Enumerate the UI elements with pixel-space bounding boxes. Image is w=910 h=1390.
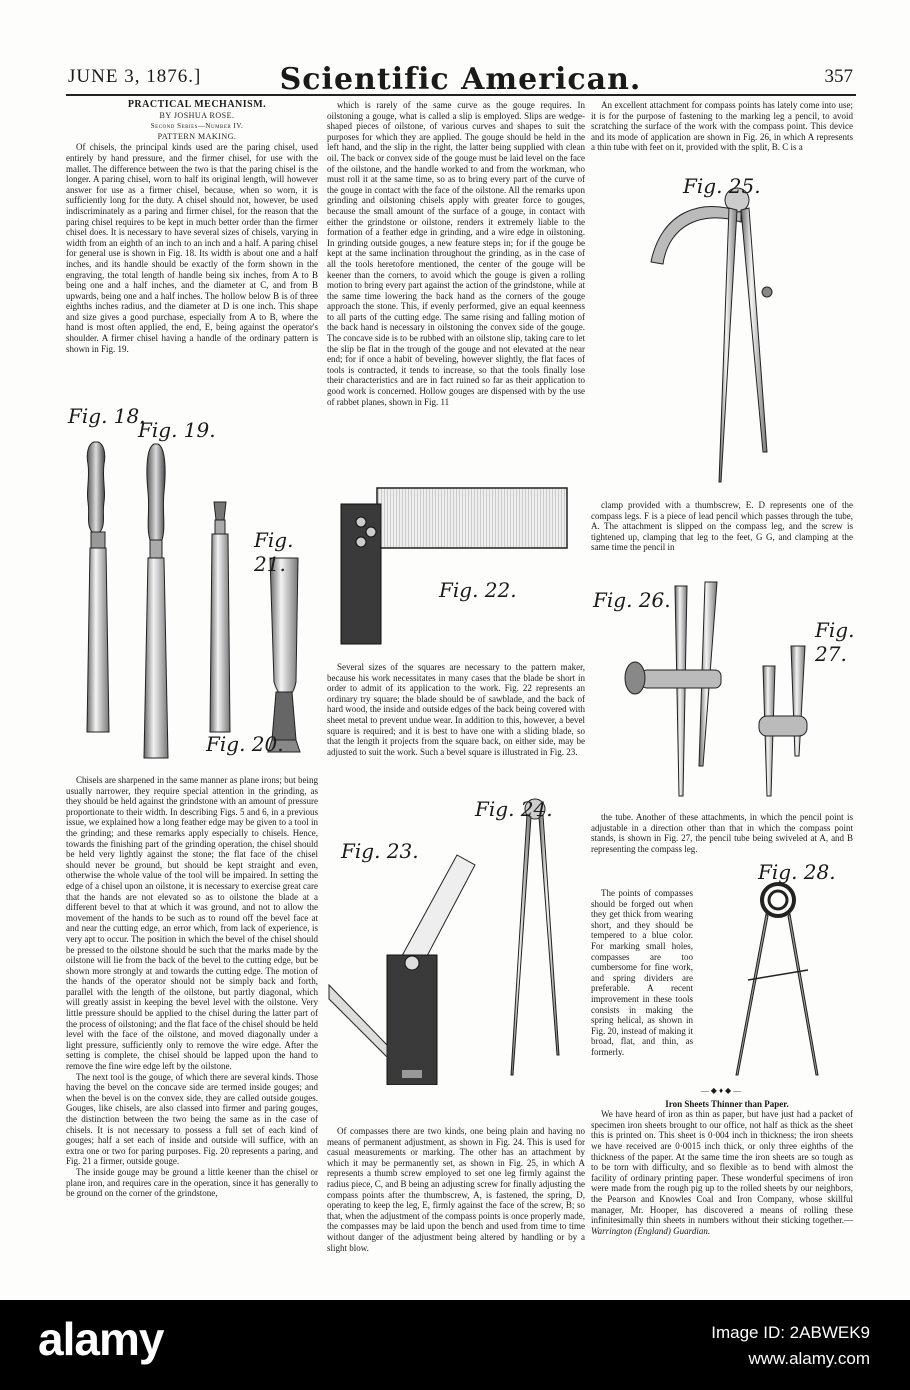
paragraph: Chisels are sharpened in the same manner as plane irons; but being usually narrower, they require special attention in the grinding, as they should be held against the grindstone with an amount of pressure proportionate to their width. In describing Figs. 5 and 6, in a previous issue, we explained how a long feather edge may be given to a tool in the grinding; and these remarks apply especially to chisels. Hence, towards the finishing part of the grinding operation, the chisel should be held very lightly against the stone; the flat face of the chisel should never be ground, but should be kept straight and even, otherwise the whole value of the tool will be impaired. In setting the edge of a chisel upon an oilstone, it is necessary to exercise great care that the hands are not elevated so as to oilstone the blade at a different bevel to that at which it was ground, and not to allow the movement of the hands to be such as to round off the bevel face at and near the cutting edge, an error which, from lack of experience, is very apt to occur. The position in which the bevel of the chisel should be pressed to the oilstone should be such that the marks made by the oilstone will lie from the back of the bevel to the cutting edge, but be shown more strongly at and towards the cutting edge. The motion of the hands of the operator should not be simply back and forth, parallel with the length of the oilstone, but partly diagonal, which will greatly assist in keeping the bevel level with the oilstone. Very little pressure should be applied to the chisel during the latter part of the process of oilstoning; and the flat face of the chisel should be held level with the face of the oilstone, and moved diagonally under a light pressure, sufficiently only to remove the wire edge. After the setting is complete, the chisel should be lapped upon the hand to remove the fine wire edge left by the oilstone.: [66, 775, 318, 1072]
paragraph: The inside gouge may be ground a little keener than the chisel or plane iron, and requires care in the operation, since it has generally to be ground on the corner of the grindstone,: [66, 1166, 318, 1199]
fig26-attachment: [625, 582, 721, 796]
second-article-title: Iron Sheets Thinner than Paper.: [665, 1098, 789, 1109]
column-1-top: [66, 100, 318, 354]
paragraph: clamp provided with a thumbscrew, E. D represents one of the compass legs. F is a piece of lead pencil which passes through the tube, A. The attachment is slipped on the compass leg, and the screw is tightened up, clamping that leg to the feet, G G, and clamping at the same time the pencil in: [591, 500, 853, 553]
paragraph: Of chisels, the principal kinds used are the paring chisel, used entirely by hand pressure, and the firmer chisel, for use with the mallet. The difference between the two is that the paring chisel is the longer. A paring chisel, worn to half its original length, will however answer for use as a firmer chisel, because, when so worn, it is sufficiently long for the duty. A chisel should not, however, be used indiscriminately as a paring and firmer chisel, for the reason that the paring chisel requires to be kept in much better order than the firmer chisel does. It is necessary to have several sizes of chisels, varying in width from an eighth of an inch to an inch and a half. A paring chisel for general use is shown in Fig. 18. Its width is about one and a half inches, and its handle should be exactly of the form shown in the engraving, the total length of handle being six inches, from A to B being one and a half inches, and the diameter at C, and from B upwards, being one and a half inches. The hollow below B is of three eighths inches radius, and the diameter at D is one inch. This shape and size gives a good purchase, especially from A to B, where the hand is most often applied, the end, E, being against the operator's shoulder. A firmer chisel having a handle of the ordinary pattern is shown in Fig. 19.: [66, 142, 318, 354]
figure-28: [698, 860, 853, 1080]
fig18-label: Fig. 18.: [68, 404, 146, 428]
second-article-source: Warrington (England) Guardian.: [591, 1225, 711, 1236]
fig21-label: Fig. 21.: [254, 528, 294, 576]
figures-18-21: [66, 402, 318, 770]
fig27-label: Fig. 27.: [815, 618, 855, 666]
fig19-chisel: [144, 444, 168, 758]
try-square-illustration: [327, 468, 585, 646]
second-article: [591, 1082, 853, 1236]
image-info: [711, 1320, 870, 1372]
fig20-gouge: [210, 502, 230, 732]
paragraph: the tube. Another of these attachments, in which the pencil point is adjustable in a direction other than that in which the compass point stands, is shown in Fig. 27, the pencil tube being swiveled at A, and B representing the compass leg.: [591, 812, 853, 854]
fig24-compass: [511, 799, 559, 1075]
paragraph: Several sizes of the squares are necessary to the pattern maker, because his work necessitates in many cases that the blade be short in order to admit of its application to the work. Fig. 22 represents an ordinary try square; the blade should be of sawblade, and the back of hard wood, the inside and outside edges of the back being covered with sheet metal to prevent undue wear. In addition to this, however, a bevel square is required; and it is best to have one with a sliding blade, so that the length it projects from the square back, on either side, may be adjusted to suit the work. Such a bevel square is illustrated in Fig. 23.: [327, 662, 585, 757]
fig27-attachment: [759, 646, 807, 796]
page-number: 357: [824, 66, 853, 87]
figure-25: [591, 152, 853, 492]
fig26-label: Fig. 26.: [593, 588, 671, 612]
column-2-middle: [327, 662, 585, 757]
column-3-low-b: [591, 888, 693, 1058]
second-article-text: We have heard of iron as thin as paper, but have just had a packet of specimen iron sheets brought to our office, not half as thick as the sheet this is printed on. This sheet is 0·004 inch in thickness; the iron sheets we have received are 0·0015 inch thick, or only three eighths of the thickness of the paper. At the same time the iron sheets are so tough as to be torn with difficulty, and so flexible as to bend with almost the facility of ordinary printing paper. These wonderful specimens of iron were made from the rough pig up to the rolled sheets by our neighbors, the Pearson and Knowles Coal and Iron Company, whose skillful manager, Mr. Hooper, has discovered a means of rolling these infinitesimally thin sheets in numbers without their sticking together.—: [591, 1109, 853, 1226]
header-rule: [66, 94, 856, 96]
column-2-top: [327, 100, 585, 407]
fig24-label: Fig. 24.: [475, 797, 553, 821]
fig25-label: Fig. 25.: [683, 174, 761, 198]
column-3-low-a: [591, 812, 853, 854]
figures-26-27: [591, 566, 853, 810]
issue-date: JUNE 3, 1876.]: [68, 66, 202, 87]
fig22-label: Fig. 22.: [439, 578, 517, 602]
masthead-title: Scientific American.: [279, 62, 642, 97]
section-ornament: —◆♦◆—: [700, 1086, 744, 1095]
alamy-logo: alamy: [38, 1313, 164, 1365]
fig23-bevel-square: [329, 855, 475, 1085]
second-article-body: [591, 1109, 853, 1236]
column-1-bottom: [66, 775, 318, 1199]
fig23-label: Fig. 23.: [341, 839, 419, 863]
article-byline: BY JOSHUA ROSE.: [159, 110, 235, 120]
article-section: PATTERN MAKING.: [157, 131, 237, 141]
paragraph: Of compasses there are two kinds, one being plain and having no means of permanent adjustment, as shown in Fig. 24. This is used for casual measurements or marking. The other has an attachment by which it may be permanently set, as shown in Fig. 25, in which A represents a thumb screw employed to set one leg firmly against the radius piece, C, and B being an adjusting screw for finally adjusting the compass points after the thumbscrew, A, is fastened, the spring, D, operating to keep the leg, E, firmly against the face of the screw, B; so that, when the adjustment of the compass points is once properly made, the compasses may be laid upon the bench and used from time to time without danger of the adjustment being altered by handling or by a slight blow.: [327, 1126, 585, 1253]
fig20-label: Fig. 20.: [206, 732, 284, 756]
alamy-url: www.alamy.com: [748, 1349, 870, 1368]
page-header: [68, 62, 853, 97]
compass-with-arc-illustration: [591, 152, 853, 492]
chisels-illustration: [66, 402, 318, 770]
paragraph: The next tool is the gouge, of which there are several kinds. Those having the bevel on the concave side are termed inside gouges; and when the bevel is on the convex side, they are called outside gouges. Gouges, like chisels, are also classed into firmer and paring gouges, the distinction between the two being the same as in the case of chisels. It is not necessary to possess a full set of each kind of gouges; half a set each of inside and outside will suffice, with an extra one or two for paring purposes. Fig. 20 represents a paring, and Fig. 21 a firmer, outside gouge.: [66, 1071, 318, 1167]
article-series: Second Series—Number IV.: [150, 122, 244, 131]
column-2-bottom: [327, 1126, 585, 1253]
image-id: Image ID: 2ABWEK9: [711, 1323, 870, 1342]
fig28-label: Fig. 28.: [758, 860, 836, 884]
figure-22: [327, 468, 585, 646]
article-title: PRACTICAL MECHANISM.: [127, 99, 267, 110]
column-3-top: [591, 100, 853, 153]
figures-23-24: [327, 795, 585, 1085]
watermark-footer: [0, 1300, 910, 1390]
square-blade: [377, 488, 567, 548]
spring-divider-illustration: [698, 860, 853, 1080]
fig19-label: Fig. 19.: [138, 418, 216, 442]
fig21-gouge: [268, 558, 300, 752]
paragraph: An excellent attachment for compass points has lately come into use; it is for the purpose of fastening to the marking leg a pencil, to avoid scratching the surface of the work with the compass point. This device and its mode of application are shown in Fig. 26, in which A represents a thin tube with feet on it, provided with the split, B. C is a: [591, 100, 853, 153]
fig18-chisel: [87, 442, 109, 732]
column-3-middle: [591, 500, 853, 553]
paragraph: The points of compasses should be forged out when they get thick from wearing short, and they should be tempered to a blue color. For marking small holes, compasses are too cumbersome for fine work, and spring dividers are preferable. A recent improvement in these tools consists in making the spring helical, as shown in Fig. 20, instead of making it broad, flat, and thin, as formerly.: [591, 888, 693, 1057]
paragraph: which is rarely of the same curve as the gouge requires. In oilstoning a gouge, what is called a slip is employed. Slips are wedge-shaped pieces of oilstone, of various curves and shapes to suit the purposes for which they are applied. The gouge should be held in the left hand, and the slip in the right, the latter being supplied with clean oil. The back or convex side of the gouge must be laid level on the face of the oilstone, and the handle worked to and from the workman, who must roll it at the same time, so as to bring every part of the curve of the gouge in contact with the face of the oilstone. All the remarks upon grinding and oilstoning chisels apply with greater force to gouges, because the small amount of the surface of a gouge, in contact with either the grindstone or oilstone, renders it extremely liable to the formation of a feather edge in grinding, and a wire edge in oilstoning. In grinding outside gouges, a new feature steps in; for if the gouge be kept at the same inclination throughout the grinding, as in the case of all the tools heretofore mentioned, the center of the gouge will be keener than the corners, to avoid which the gouge is given a rolling motion to bring every part against the action of the grindstone, while at the same time lowering the back hand as the corners of the gouge approach the stone. This, if evenly performed, give an equal keenness to all parts of the cutting edge. The same rising and falling motion of the back hand is necessary in oilstoning the convex side of the gouge. The concave side is to be rubbed with an oilstone slip, taking care to let the slip be flat in the trough of the gouge and not elevated at the near end; for if once a habit of beveling, however slightly, the flat faces of tools is contracted, it tends to increase, so that the tools finally lose their characteristics and are in fact ruined so far as their application to good work is concerned. Hollow gouges are dispensed with by the use of rabbet planes, shown in Fig. 11: [327, 100, 585, 407]
